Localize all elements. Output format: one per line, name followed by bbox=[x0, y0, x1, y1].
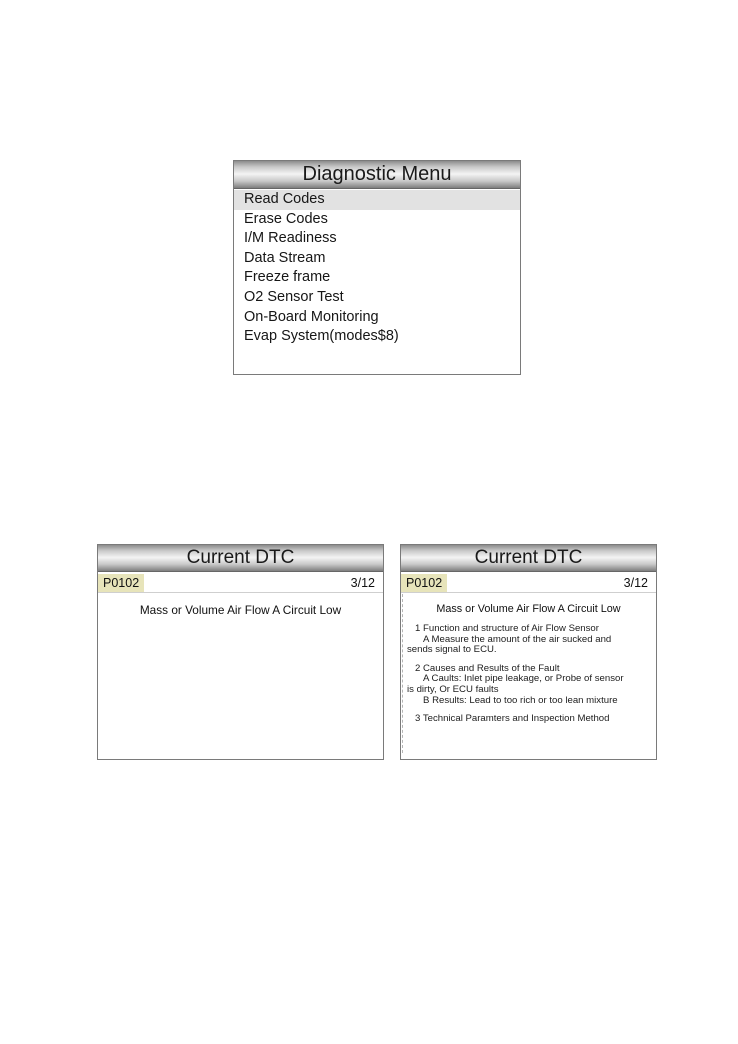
menu-item-freeze-frame[interactable]: Freeze frame bbox=[244, 269, 331, 286]
dtc-code-row bbox=[401, 574, 656, 593]
menu-item-im-readiness[interactable]: I/M Readiness bbox=[244, 230, 337, 247]
dtc-page-counter: 3/12 bbox=[623, 576, 648, 590]
menu-item-on-board-monitoring[interactable]: On-Board Monitoring bbox=[244, 308, 379, 325]
dtc-detail-text bbox=[401, 624, 656, 725]
dtc-page-counter: 3/12 bbox=[350, 576, 375, 590]
dtc-code-badge: P0102 bbox=[98, 574, 144, 592]
detail-section-3-heading: 3 Technical Paramters and Inspection Method bbox=[415, 713, 610, 725]
menu-item-erase-codes[interactable]: Erase Codes bbox=[244, 210, 328, 227]
detail-section-1-item-a: A Measure the amount of the air sucked and bbox=[423, 633, 612, 645]
menu-item-data-stream[interactable]: Data Stream bbox=[244, 249, 326, 266]
menu-title: Diagnostic Menu bbox=[234, 161, 520, 189]
dtc-title: Current DTC bbox=[401, 545, 656, 572]
menu-item-read-codes[interactable]: Read Codes bbox=[234, 190, 520, 210]
menu-item-o2-sensor-test[interactable]: O2 Sensor Test bbox=[244, 288, 344, 305]
diagnostic-menu-screen bbox=[233, 160, 521, 375]
current-dtc-screen bbox=[97, 544, 384, 760]
diagnostic-menu-list bbox=[234, 190, 520, 347]
detail-section-2-item-a: A Caults: Inlet pipe leakage, or Probe of sensor bbox=[423, 673, 624, 685]
dtc-title: Current DTC bbox=[98, 545, 383, 572]
dtc-code-badge: P0102 bbox=[401, 574, 447, 592]
detail-section-2-heading: 2 Causes and Results of the Fault bbox=[415, 662, 560, 674]
dtc-code-row bbox=[98, 574, 383, 593]
dtc-description: Mass or Volume Air Flow A Circuit Low bbox=[139, 603, 342, 617]
detail-section-1-item-a-cont: sends signal to ECU. bbox=[407, 644, 497, 656]
detail-section-2-item-a-cont: is dirty, Or ECU faults bbox=[407, 683, 499, 695]
detail-section-2-item-b: B Results: Lead to too rich or too lean mixture bbox=[423, 694, 618, 706]
detail-section-1-heading: 1 Function and structure of Air Flow Sensor bbox=[415, 623, 599, 634]
current-dtc-detail-screen bbox=[400, 544, 657, 760]
dtc-description: Mass or Volume Air Flow A Circuit Low bbox=[436, 603, 621, 615]
menu-item-evap-system[interactable]: Evap System(modes$8) bbox=[244, 328, 399, 345]
